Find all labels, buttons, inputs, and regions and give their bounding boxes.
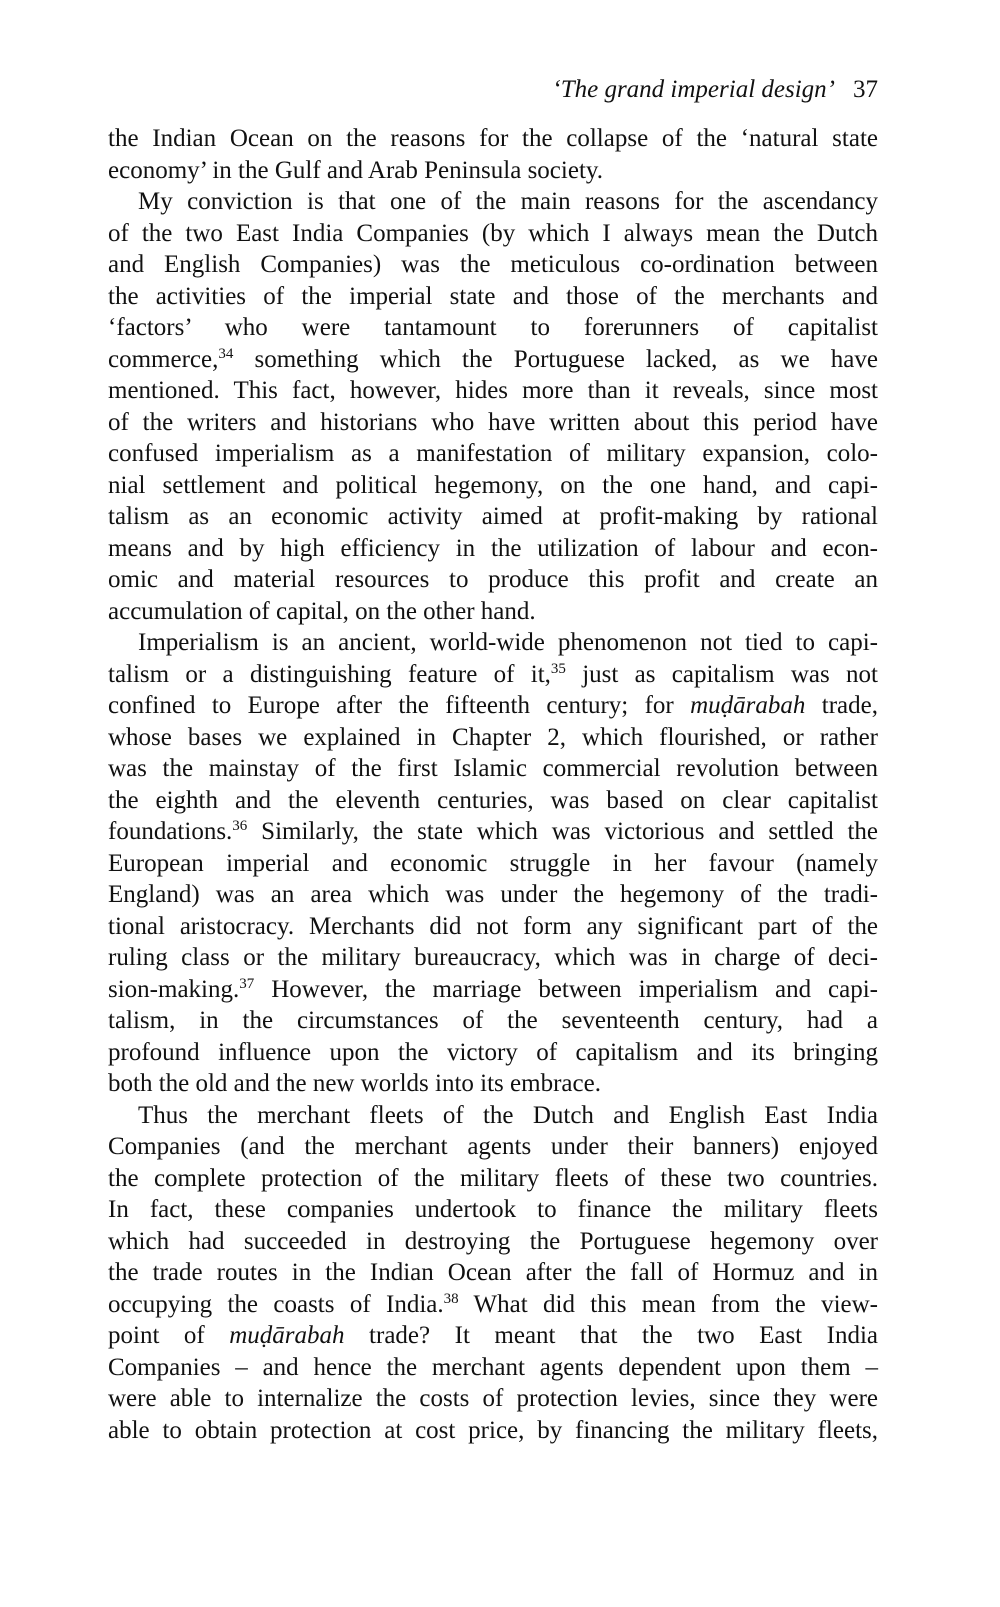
text-line: [108, 155, 878, 187]
text-line: [108, 722, 878, 754]
text-run: What did this mean from the view-: [458, 1290, 879, 1318]
text-run: European imperial and economic struggle in her favour (namely: [108, 849, 878, 877]
text-run: accumulation of capital, on the other hand.: [108, 597, 536, 625]
text-run: whose bases we explained in Chapter 2, which flourished, or rather: [108, 723, 878, 751]
text-line: [108, 848, 878, 880]
text-line: [108, 533, 878, 565]
paragraph: [108, 123, 878, 186]
text-run: England) was an area which was under the hegemony of the tradi-: [108, 881, 878, 908]
text-line: [108, 1005, 878, 1037]
text-run: occupying the coasts of India.: [108, 1290, 444, 1318]
text-line: [108, 281, 878, 313]
running-head: [108, 74, 878, 106]
text-run: confused imperialism as a manifestation of military expansion, colo-: [108, 440, 878, 467]
text-line: [108, 1289, 878, 1321]
text-run: trade,: [805, 692, 879, 719]
text-run: were able to internalize the costs of protection levies, since they were: [108, 1385, 878, 1412]
text-run: was the mainstay of the first Islamic commercial revolution between: [108, 755, 878, 782]
text-run: In fact, these companies undertook to finance the military fleets: [108, 1196, 878, 1223]
text-run: the complete protection of the military fleets of these two countries.: [108, 1164, 878, 1192]
text-run: the Indian Ocean on the reasons for the collapse of the ‘natural state: [108, 125, 878, 152]
italic-term: muḍārabah: [690, 692, 806, 719]
text-run: which had succeeded in destroying the Portuguese hegemony over: [108, 1227, 878, 1255]
running-title: ‘The grand imperial design’: [552, 76, 835, 103]
text-line: [108, 816, 878, 848]
text-run: both the old and the new worlds into its embrace.: [108, 1070, 601, 1097]
text-run: talism as an economic activity aimed at profit-making by rational: [108, 503, 878, 530]
text-run: Thus the merchant fleets of the Dutch and English East India: [138, 1101, 878, 1129]
text-run: economy’ in the Gulf and Arab Peninsula society.: [108, 156, 604, 184]
text-line: [108, 659, 878, 691]
text-run: the trade routes in the Indian Ocean after the fall of Hormuz and in: [108, 1259, 878, 1286]
italic-term: muḍārabah: [229, 1322, 345, 1349]
text-line: [108, 312, 878, 344]
text-line: [108, 690, 878, 722]
text-line: [108, 879, 878, 911]
text-line: [108, 470, 878, 502]
footnote-ref: 38: [443, 1290, 459, 1307]
text-line: [108, 407, 878, 439]
text-run: commerce,: [108, 345, 219, 373]
text-line: [108, 1037, 878, 1069]
paragraph: [108, 1100, 878, 1447]
text-run: sion-making.: [108, 975, 240, 1003]
text-line: [108, 785, 878, 817]
text-line: [108, 942, 878, 974]
text-run: of the writers and historians who have written about this period have: [108, 408, 878, 436]
paragraph: [108, 627, 878, 1100]
paragraph: [108, 186, 878, 627]
text-line: [108, 1100, 878, 1132]
footnote-ref: 34: [218, 345, 234, 362]
text-line: [108, 218, 878, 250]
text-run: foundations.: [108, 818, 233, 845]
text-line: [108, 438, 878, 470]
text-line: [108, 1131, 878, 1163]
footnote-ref: 36: [232, 818, 248, 834]
text-line: [108, 564, 878, 596]
text-run: and English Companies) was the meticulous co-ordination between: [108, 251, 878, 278]
text-line: [108, 123, 878, 155]
text-line: [108, 344, 878, 376]
text-run: Similarly, the state which was victorious and settled the: [247, 818, 878, 845]
text-line: [108, 627, 878, 659]
text-run: something which the Portuguese lacked, as we have: [233, 345, 878, 373]
text-line: [108, 249, 878, 281]
text-run: just as capitalism was not: [565, 660, 878, 688]
text-run: point of: [108, 1322, 230, 1349]
text-line: [108, 1383, 878, 1415]
text-line: [108, 186, 878, 218]
text-run: talism, in the circumstances of the seventeenth century, had a: [108, 1007, 878, 1034]
text-line: [108, 375, 878, 407]
text-line: [108, 1226, 878, 1258]
text-run: confined to Europe after the fifteenth century; for: [108, 692, 691, 719]
text-run: omic and material resources to produce this profit and create an: [108, 566, 878, 593]
text-run: able to obtain protection at cost price, by financing the military fleets,: [108, 1416, 878, 1444]
text-line: [108, 1257, 878, 1289]
footnote-ref: 35: [550, 660, 566, 677]
text-line: [108, 1163, 878, 1195]
text-line: [108, 1194, 878, 1226]
text-run: talism or a distinguishing feature of it,: [108, 660, 551, 688]
text-line: [108, 1320, 878, 1352]
text-run: the eighth and the eleventh centuries, was based on clear capitalist: [108, 786, 878, 814]
text-line: [108, 1068, 878, 1100]
text-run: Companies – and hence the merchant agents dependent upon them –: [108, 1353, 878, 1381]
text-run: means and by high efficiency in the utilization of labour and econ-: [108, 534, 878, 562]
footnote-ref: 37: [239, 975, 255, 992]
text-run: nial settlement and political hegemony, on the one hand, and capi-: [108, 471, 878, 499]
text-line: [108, 974, 878, 1006]
text-run: mentioned. This fact, however, hides more than it reveals, since most: [108, 377, 878, 404]
body-text: [108, 123, 878, 1446]
page-number: 37: [853, 76, 878, 103]
text-line: [108, 753, 878, 785]
text-line: [108, 911, 878, 943]
text-run: the activities of the imperial state and those of the merchants and: [108, 282, 878, 310]
text-run: ‘factors’ who were tantamount to forerunners of capitalist: [108, 314, 878, 341]
text-run: Companies (and the merchant agents under their banners) enjoyed: [108, 1133, 878, 1160]
text-run: profound influence upon the victory of capitalism and its bringing: [108, 1038, 878, 1066]
text-run: trade? It meant that the two East India: [344, 1322, 879, 1349]
text-run: of the two East India Companies (by which I always mean the Dutch: [108, 219, 878, 247]
text-line: [108, 501, 878, 533]
text-line: [108, 1415, 878, 1447]
text-run: tional aristocracy. Merchants did not form any significant part of the: [108, 912, 878, 940]
text-run: My conviction is that one of the main reasons for the ascendancy: [138, 188, 878, 215]
text-run: However, the marriage between imperialism and capi-: [254, 975, 878, 1003]
text-run: ruling class or the military bureaucracy, which was in charge of deci-: [108, 944, 878, 971]
text-line: [108, 1352, 878, 1384]
text-line: [108, 596, 878, 628]
text-run: Imperialism is an ancient, world-wide phenomenon not tied to capi-: [138, 629, 878, 656]
